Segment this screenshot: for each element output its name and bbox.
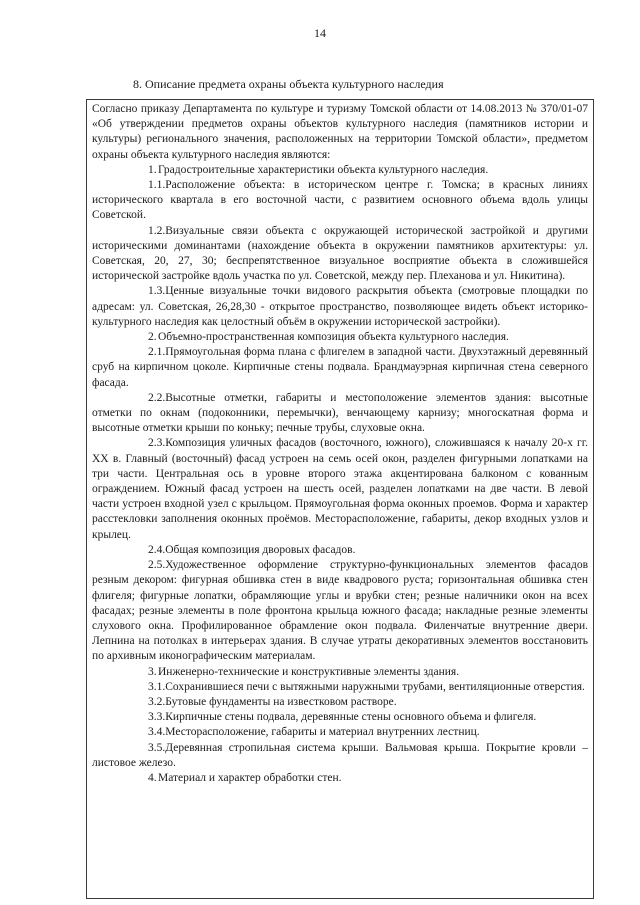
list-item	[92, 391, 588, 437]
list-item	[92, 558, 588, 664]
list-item	[92, 284, 588, 330]
list-item	[92, 345, 588, 391]
list-item	[92, 543, 588, 558]
item-text: Градостроительные характеристики объекта культурного наследия.	[158, 163, 489, 176]
item-text: Инженерно-технические и конструктивные элементы здания.	[158, 665, 460, 678]
list-item	[92, 163, 588, 178]
item-text: Бутовые фундаменты на известковом растворе.	[165, 695, 397, 708]
item-number: 2.1.	[148, 346, 166, 359]
item-number: 3.2.	[148, 695, 166, 708]
list-item	[92, 224, 588, 285]
list-item	[92, 771, 588, 786]
item-number: 2.	[148, 331, 157, 344]
protection-subject-box	[86, 99, 594, 899]
item-text: Сохранившиеся печи с вытяжными наружными трубами, вентиляционные отверстия.	[165, 680, 585, 693]
list-item	[92, 680, 588, 695]
item-number: 2.2.	[148, 391, 166, 404]
item-text: Общая композиция дворовых фасадов.	[165, 543, 356, 556]
item-number: 2.4.	[148, 543, 166, 556]
item-number: 2.3.	[148, 437, 166, 450]
item-text: Ценные визуальные точки видового раскрытия объекта (смотровые площадки по адресам: ул. Советская, 26,28,30 - открытое пространство, позволяющее видеть объект историко-культурного наследия как целостный объём в окружении исторической застройки).	[92, 285, 588, 328]
item-text: Расположение объекта: в историческом центре г. Томска; в красных линиях исторического квартала в его восточной части, с развитием основного объема вдоль улицы Советской.	[92, 179, 588, 222]
item-number: 3.	[148, 665, 157, 678]
item-text: Месторасположение, габариты и материал внутренних лестниц.	[165, 726, 480, 739]
item-text: Композиция уличных фасадов (восточного, южного), сложившаяся к началу 20-х гг. XX в. Главный (восточный) фасад устроен на семь осей окон, разделен фигурными лопатками на три части. Центральная ось в уровне второго этажа акцентирована балконом с кованным ограждением. Южный фасад устроен на шесть осей, разделен лопатками на две части. В левой части устроен входной узел с крыльцом. Прямоугольная форма оконных проемов. Форма и характер расстекловки заполнения оконных проёмов. Месторасположение, габариты, декор входных узлов и крылец.	[92, 437, 588, 541]
item-number: 1.2.	[148, 224, 166, 237]
item-number: 3.5.	[148, 741, 166, 754]
item-text: Кирпичные стены подвала, деревянные стены основного объема и флигеля.	[165, 711, 537, 724]
item-number: 3.3.	[148, 711, 166, 724]
item-number: 1.1.	[148, 179, 166, 192]
intro-paragraph: Согласно приказу Департамента по культуре и туризму Томской области от 14.08.2013 № 370/01-07 «Об утверждении предметов охраны объектов культурного наследия (памятников истории и культуры) регионального значения, расположенных на территории Томской области», предметом охраны объекта культурного наследия являются:	[92, 103, 588, 161]
list-item	[92, 695, 588, 710]
item-text: Художественное оформление структурно-функциональных элементов фасадов резным декором: фигурная обшивка стен в виде квадрового руста; горизонтальная обшивка стен флигеля; фигурные лопатки, обрамляющие углы и врубки стен; резные наличники окон на всех фасадах; резные элементы в поле фронтона крыльца южного фасада; накладные резные элементы слухового окна. Профилированное обрамление окон подвала. Филенчатые внутренние двери. Лепнина на потолках в интерьерах здания. В случае утраты декоративных элементов восстановить по архивным иконографическим материалам.	[92, 559, 588, 663]
item-number: 2.5.	[148, 559, 166, 572]
item-text: Объемно-пространственная композиция объекта культурного наследия.	[158, 331, 509, 344]
list-item	[92, 436, 588, 542]
item-number: 1.3.	[148, 285, 166, 298]
list-item	[92, 741, 588, 771]
list-item	[92, 725, 588, 740]
item-number: 3.1.	[148, 680, 166, 693]
page-number: 14	[314, 26, 326, 40]
item-number: 4.	[148, 771, 157, 784]
item-text: Визуальные связи объекта с окружающей исторической застройкой и другими историческими доминантами (нахождение объекта в окружении памятников архитектуры: ул. Советская, 20, 27, 30; беспрепятственное визуальное восприятие объекта в сложившейся исторической застройке вдоль участка по ул. Советской, между пер. Плеханова и ул. Никитина).	[92, 224, 588, 283]
item-number: 3.4.	[148, 726, 166, 739]
list-item	[92, 665, 588, 680]
item-number: 1.	[148, 163, 157, 176]
list-item	[92, 330, 588, 345]
section-heading: 8. Описание предмета охраны объекта культурного наследия	[133, 77, 444, 91]
item-text: Деревянная стропильная система крыши. Вальмовая крыша. Покрытие кровли – листовое железо.	[92, 741, 588, 769]
item-text: Материал и характер обработки стен.	[158, 771, 342, 784]
item-text: Высотные отметки, габариты и местоположение элементов здания: высотные отметки по окнам (подоконники, перемычки), венчающему карнизу; многоскатная форма и высотные отметки крыши по коньку; печные трубы, слуховые окна.	[92, 391, 588, 435]
item-text: Прямоугольная форма плана с флигелем в западной части. Двухэтажный деревянный сруб на кирпичном цоколе. Кирпичные стены подвала. Брандмауэрная кирпичная стена северного фасада.	[92, 346, 588, 389]
list-item	[92, 710, 588, 725]
list-item	[92, 178, 588, 224]
